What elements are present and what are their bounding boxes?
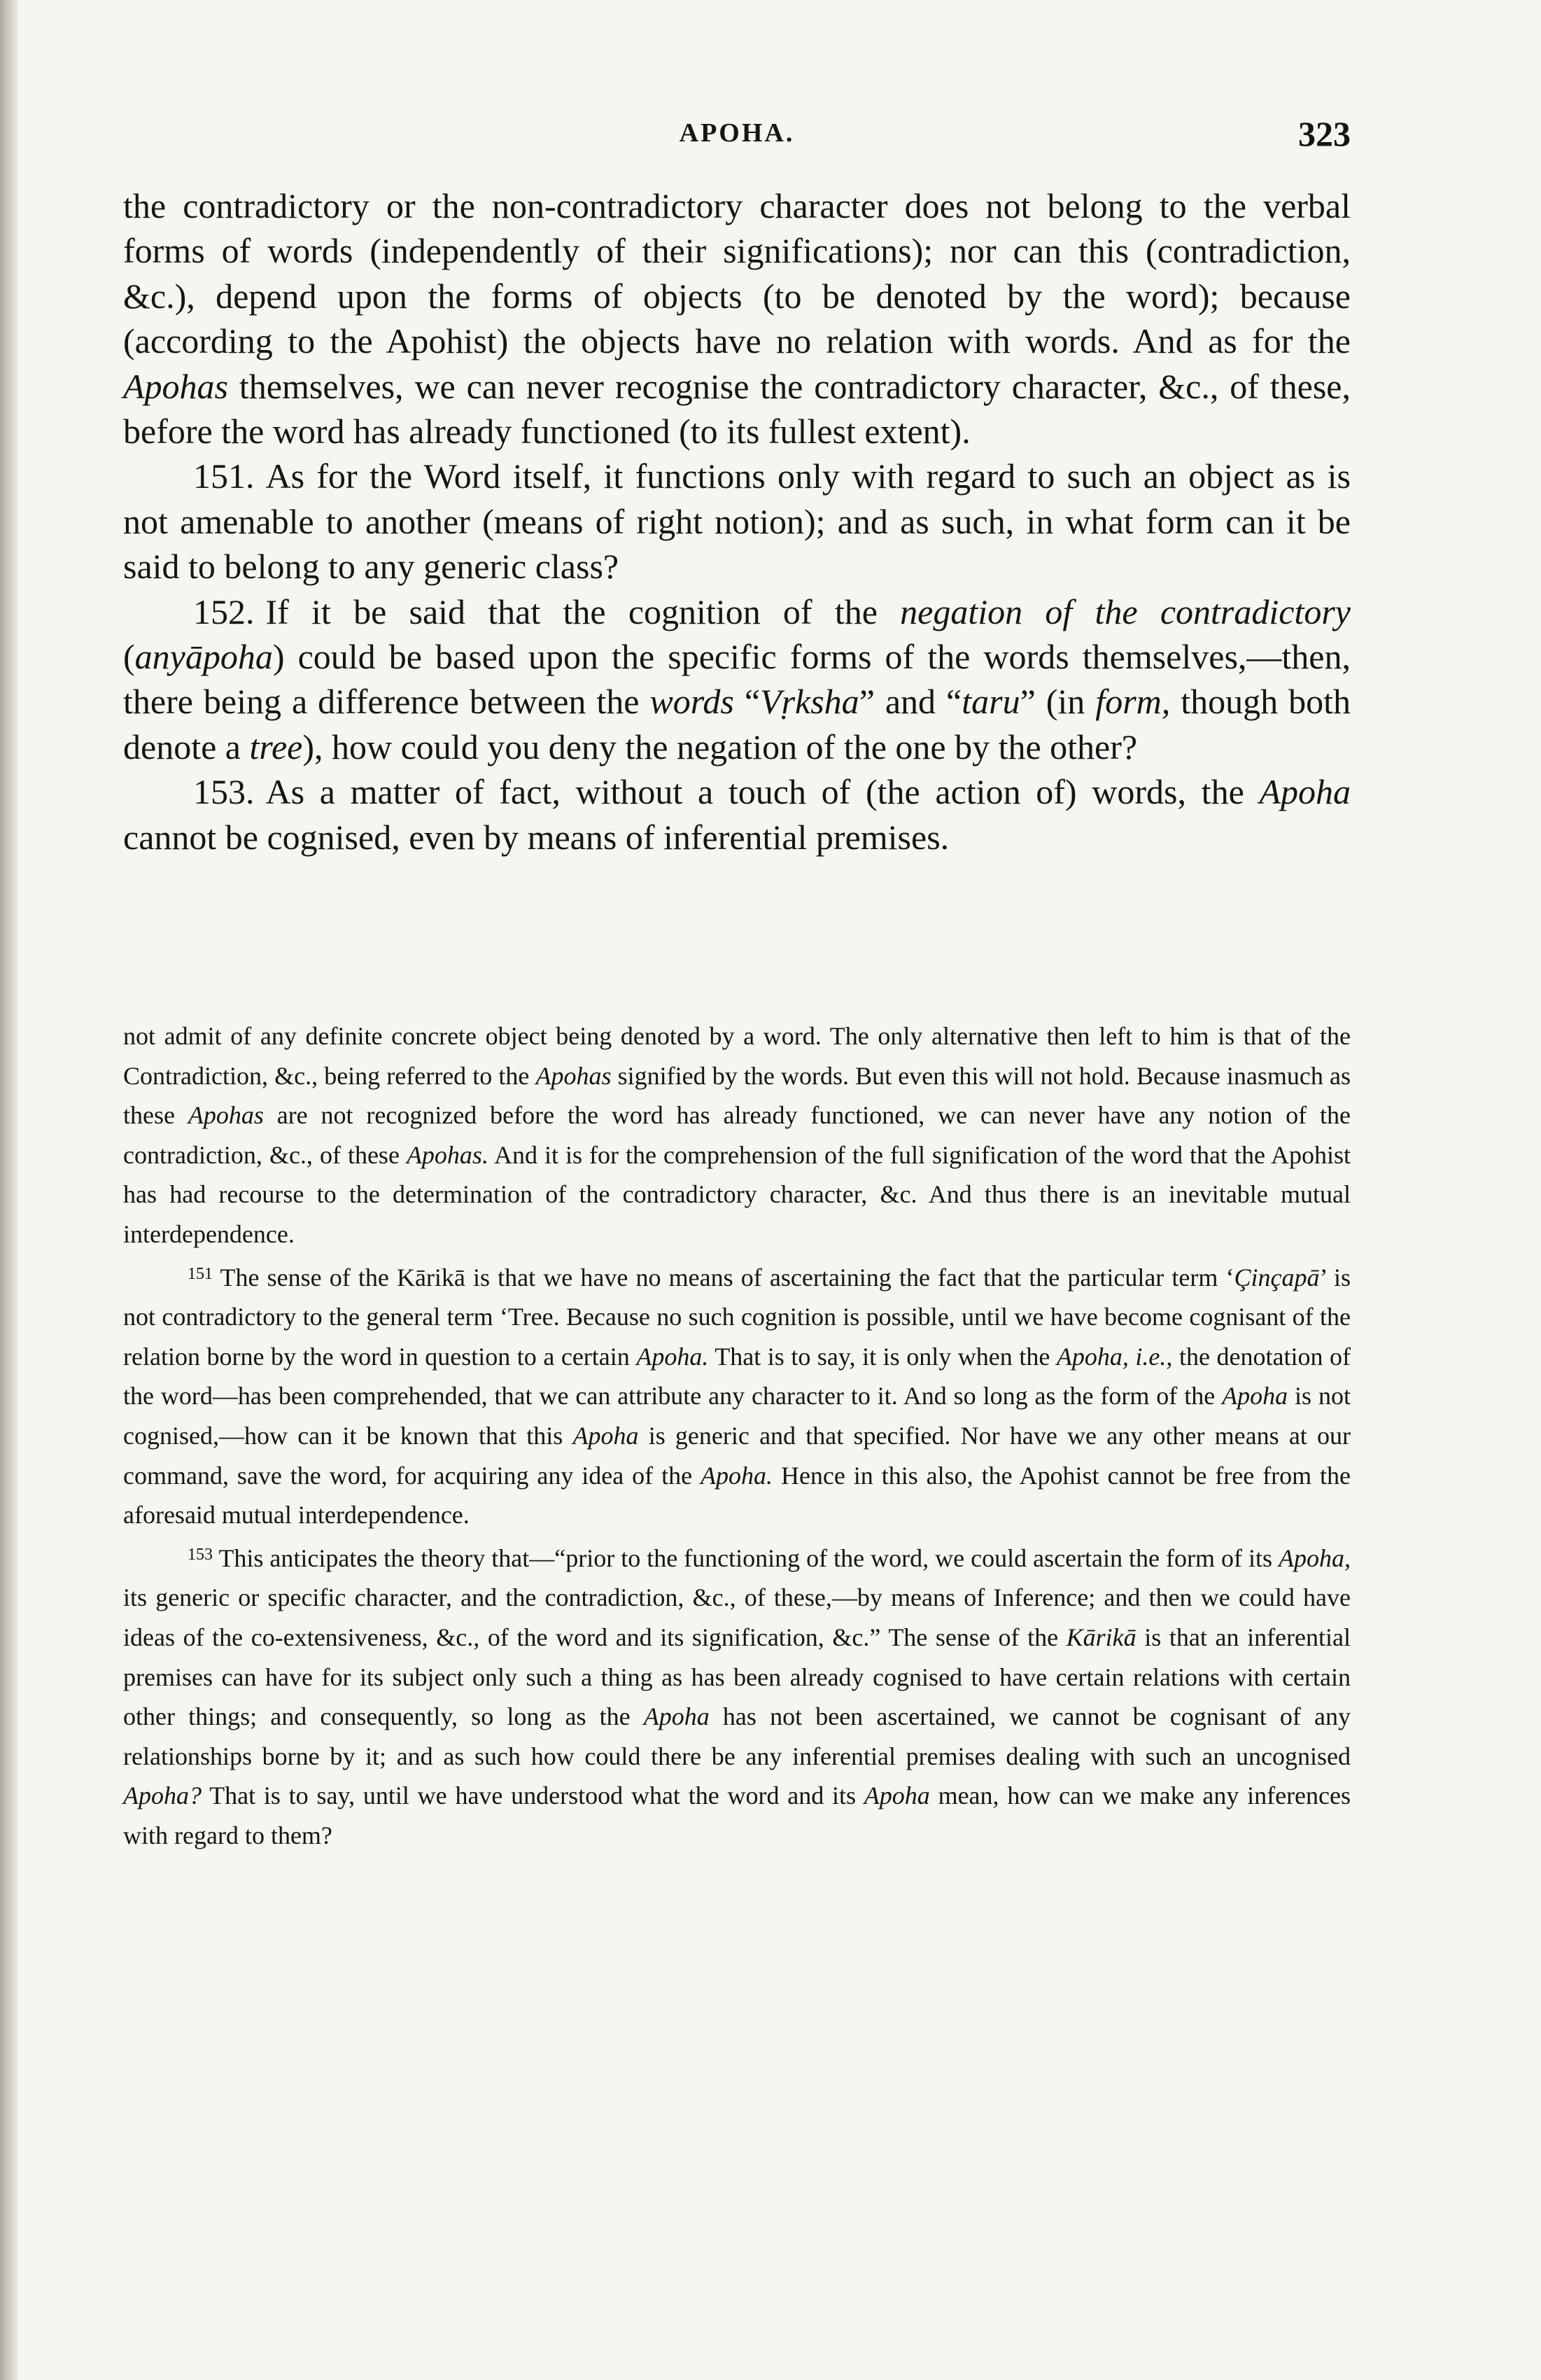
footnote-151: $^{151}$ The sense of the Kārikā is that we have no means of ascertaining the fact that the particular term ‘Çinçapā’ is not contradictory to the general term ‘Tree. Because no such cognition is possible, until we have become cognisant of the relation borne by the word in question to a certain Apoha. That is to say, it is only when the Apoha, i.e., the denotation of the word—has been comprehended, that we can attribute any character to it. And so long as the form of the Apoha is not cognised,—how can it be known that this Apoha is generic and that specified. Nor have we any other means at our command, save the word, for acquiring any idea of the Apoha. Hence in this also, the Apohist cannot be free from the aforesaid mutual interdependence. bbox=[123, 1263, 1351, 1530]
page-number: 323 bbox=[1298, 114, 1351, 153]
main-text bbox=[123, 183, 1351, 860]
footnotes bbox=[123, 1016, 1351, 1855]
paragraph-continued: the contradictory or the non-contradictory character does not belong to the verbal forms of words (independently of their significations); nor can this (contradiction, &c.), depend upon the forms of objects (to be denoted by the word); because (according to the Apohist) the objects have no relation with words. And as for the Apohas themselves, we can never recognise the contradictory character, &c., of these, before the word has already functioned (to its fullest extent). bbox=[123, 186, 1351, 451]
footnote-153: $^{153}$ This anticipates the theory that—“prior to the functioning of the word, we could ascertain the form of its Apoha, its generic or specific character, and the contradiction, &c., of these,—by means of Inference; and then we could have ideas of the co-extensiveness, &c., of the word and its signification, &c.” The sense of the Kārikā is that an inferential premises can have for its subject only such a thing as has been already cognised to have certain relations with certain other things; and consequently, so long as the Apoha has not been ascertained, we cannot be cognisant of any relationships borne by it; and as such how could there be any inferential premises dealing with such an uncognised Apoha? That is to say, until we have understood what the word and its Apoha mean, how can we make any inferences with regard to them? bbox=[123, 1544, 1351, 1849]
footnote-continued: not admit of any definite concrete object being denoted by a word. The only alternative then left to him is that of the Contradiction, &c., being referred to the Apohas signified by the words. But even this will not hold. Because inasmuch as these Apohas are not recognized before the word has already functioned, we can never have any notion of the contradiction, &c., of these Apohas. And it is for the comprehension of the full signification of the word that the Apohist has had recourse to the determination of the contradictory character, &c. And thus there is an inevitable mutual interdependence. bbox=[123, 1022, 1351, 1248]
page-header bbox=[123, 114, 1351, 160]
verse-153: 153. As a matter of fact, without a touch of (the action of) words, the Apoha cannot be cognised, even by means of inferential premises. bbox=[123, 772, 1351, 857]
verse-151: 151. As for the Word itself, it functions only with regard to such an object as is not amenable to another (means of right notion); and as such, in what form can it be said to belong to any generic class? bbox=[123, 456, 1351, 587]
footnote-number: 153 bbox=[188, 1545, 213, 1564]
verse-152: 152. If it be said that the cognition of the negation of the contradictory (anyāpoha) could be based upon the specific forms of the words themselves,—then, there being a difference between the words “Vṛksha” and “taru” (in form, though both denote a tree), how could you deny the negation of the one by the other? bbox=[123, 592, 1351, 766]
running-head: APOHA. bbox=[679, 118, 795, 148]
page-binding-edge bbox=[0, 0, 18, 2380]
footnote-number: 151 bbox=[188, 1264, 213, 1283]
verse-number: 153. bbox=[193, 772, 255, 812]
verse-number: 151. bbox=[193, 456, 255, 496]
verse-number: 152. bbox=[193, 592, 255, 631]
